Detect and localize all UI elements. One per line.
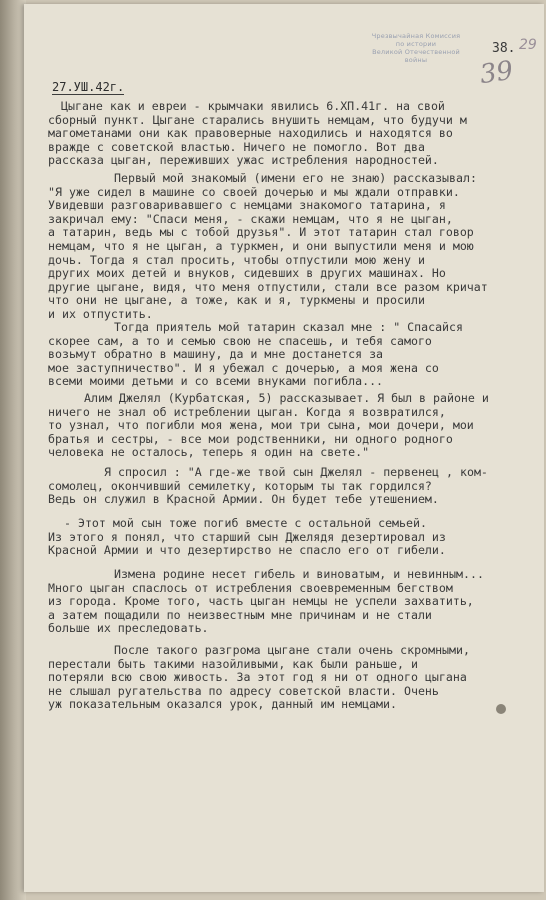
text-line: закричал ему: "Спаси меня, - скажи немцам, что я не цыган, [48,211,453,226]
text-line: Первый мой знакомый (имени его не знаю) рассказывал: [114,171,477,185]
folio-number: 38. [492,41,516,56]
text-line: Измена родине несет гибель и виноватым, и невинным... [114,567,484,581]
text-line: После такого разгрома цыгане стали очень скромными, [114,643,470,657]
text-line: не слышал ругательства по адресу советской власти. Очень [48,683,439,698]
text-line: сборный пункт. Цыгане старались внушить немцам, что будучи м [48,112,467,127]
archive-stamp [364,32,468,64]
text-line: Ведь он служил в Красной Армии. Он будет тебе утешением. [48,492,439,507]
text-line: а затем пощадили по неизвестным мне причинам и не стали [48,607,432,622]
text-line: Цыгане как и евреи - крымчаки явились 6.ХП.41г. на свой [61,99,445,113]
text-line: возьмут обратно в машину, да и мне достанется за [48,347,384,362]
text-line: человека не осталось, теперь я один на свете." [48,445,370,460]
folio-number-pencil: 39 [478,55,516,91]
text-line: а татарин, ведь мы с тобой друзья". И этот татарин стал говор [48,225,474,240]
text-line: мое заступничество". И я убежал с дочерью, а моя жена со [48,360,439,375]
document-page [24,4,544,892]
text-line: то узнал, что погибли моя жена, мои три сына, мои дочери, мои [48,418,474,433]
text-line: потеряли всю свою живость. За этот год я ни от одного цыгана [48,670,467,685]
text-line: больше их преследовать. [48,621,209,636]
text-line: братья и сестры, - все мои родственники, ни одного родного [48,431,453,446]
stamp-line: войны [404,56,428,64]
folio-number-old: 29 [519,37,537,53]
text-line: Тогда приятель мой татарин сказал мне : " Спасайся [114,320,464,334]
text-line: сомолец, окончивший семилетку, которым ты так гордился? [48,478,432,493]
text-line: магометанами они как правоверные находились и находятся во [48,126,453,141]
stamp-line: по истории [395,40,437,48]
text-line: Увидевши разговаривавшего с немцами знакомого татарина, я [48,198,446,213]
text-line: другие цыгане, видя, что меня отпустили, стали все разом кричат [48,279,488,294]
text-line: Много цыган спаслось от истребления своевременным бегством [48,580,453,595]
text-line: рассказа цыган, переживших ужас истребления народностей. [48,153,439,168]
text-line: вражде с советской властью. Ничего не помогло. Вот два [48,139,425,154]
document-date: 27.УШ.42г. [52,80,125,94]
stamp-line: Чрезвычайная Комиссия [371,32,461,40]
text-line: ничего не знал об истреблении цыган. Когда я возвратился, [48,404,446,419]
text-line: Я спросил : "А где-же твой сын Джелял - первенец , ком- [104,465,488,479]
text-line: что они не цыгане, а тоже, как и я, туркмены и просили [48,293,425,308]
text-line: Красной Армии и что дезертирство не спасло его от гибели. [48,543,446,558]
text-line: из города. Кроме того, часть цыган немцы не успели захватить, [48,594,474,609]
text-line: других моих детей и внуков, сидевших в других машинах. Но [48,266,446,281]
text-line: всеми моими детьми и со всеми внуками погибла... [48,374,384,389]
text-line: немцам, что я не цыган, а туркмен, и они выпустили меня и мою [48,239,474,253]
text-line: уж показательным оказался урок, данный им немцами. [48,697,398,712]
text-line: дочь. Тогда я стал просить, чтобы отпустили мою жену и [48,252,425,267]
text-line: - Этот мой сын тоже погиб вместе с остальной семьей. [64,516,427,530]
text-line: скорее сам, а то и семью свою не спасешь, и тебя самого [48,333,432,348]
text-line: Из этого я понял, что старший сын Джелядя дезертировал из [48,529,446,544]
text-line: и их отпустить. [48,307,153,321]
archive-binding [0,0,26,900]
text-line: перестали быть такими назойливыми, как были раньше, и [48,656,418,671]
text-line: Алим Джелял (Курбатская, 5) рассказывает. Я был в районе и [84,391,489,405]
stamp-line: Великой Отечественной [372,48,460,56]
text-line: "Я уже сидел в машине со своей дочерью и мы ждали отправки. [48,184,460,199]
punch-hole [496,704,506,714]
